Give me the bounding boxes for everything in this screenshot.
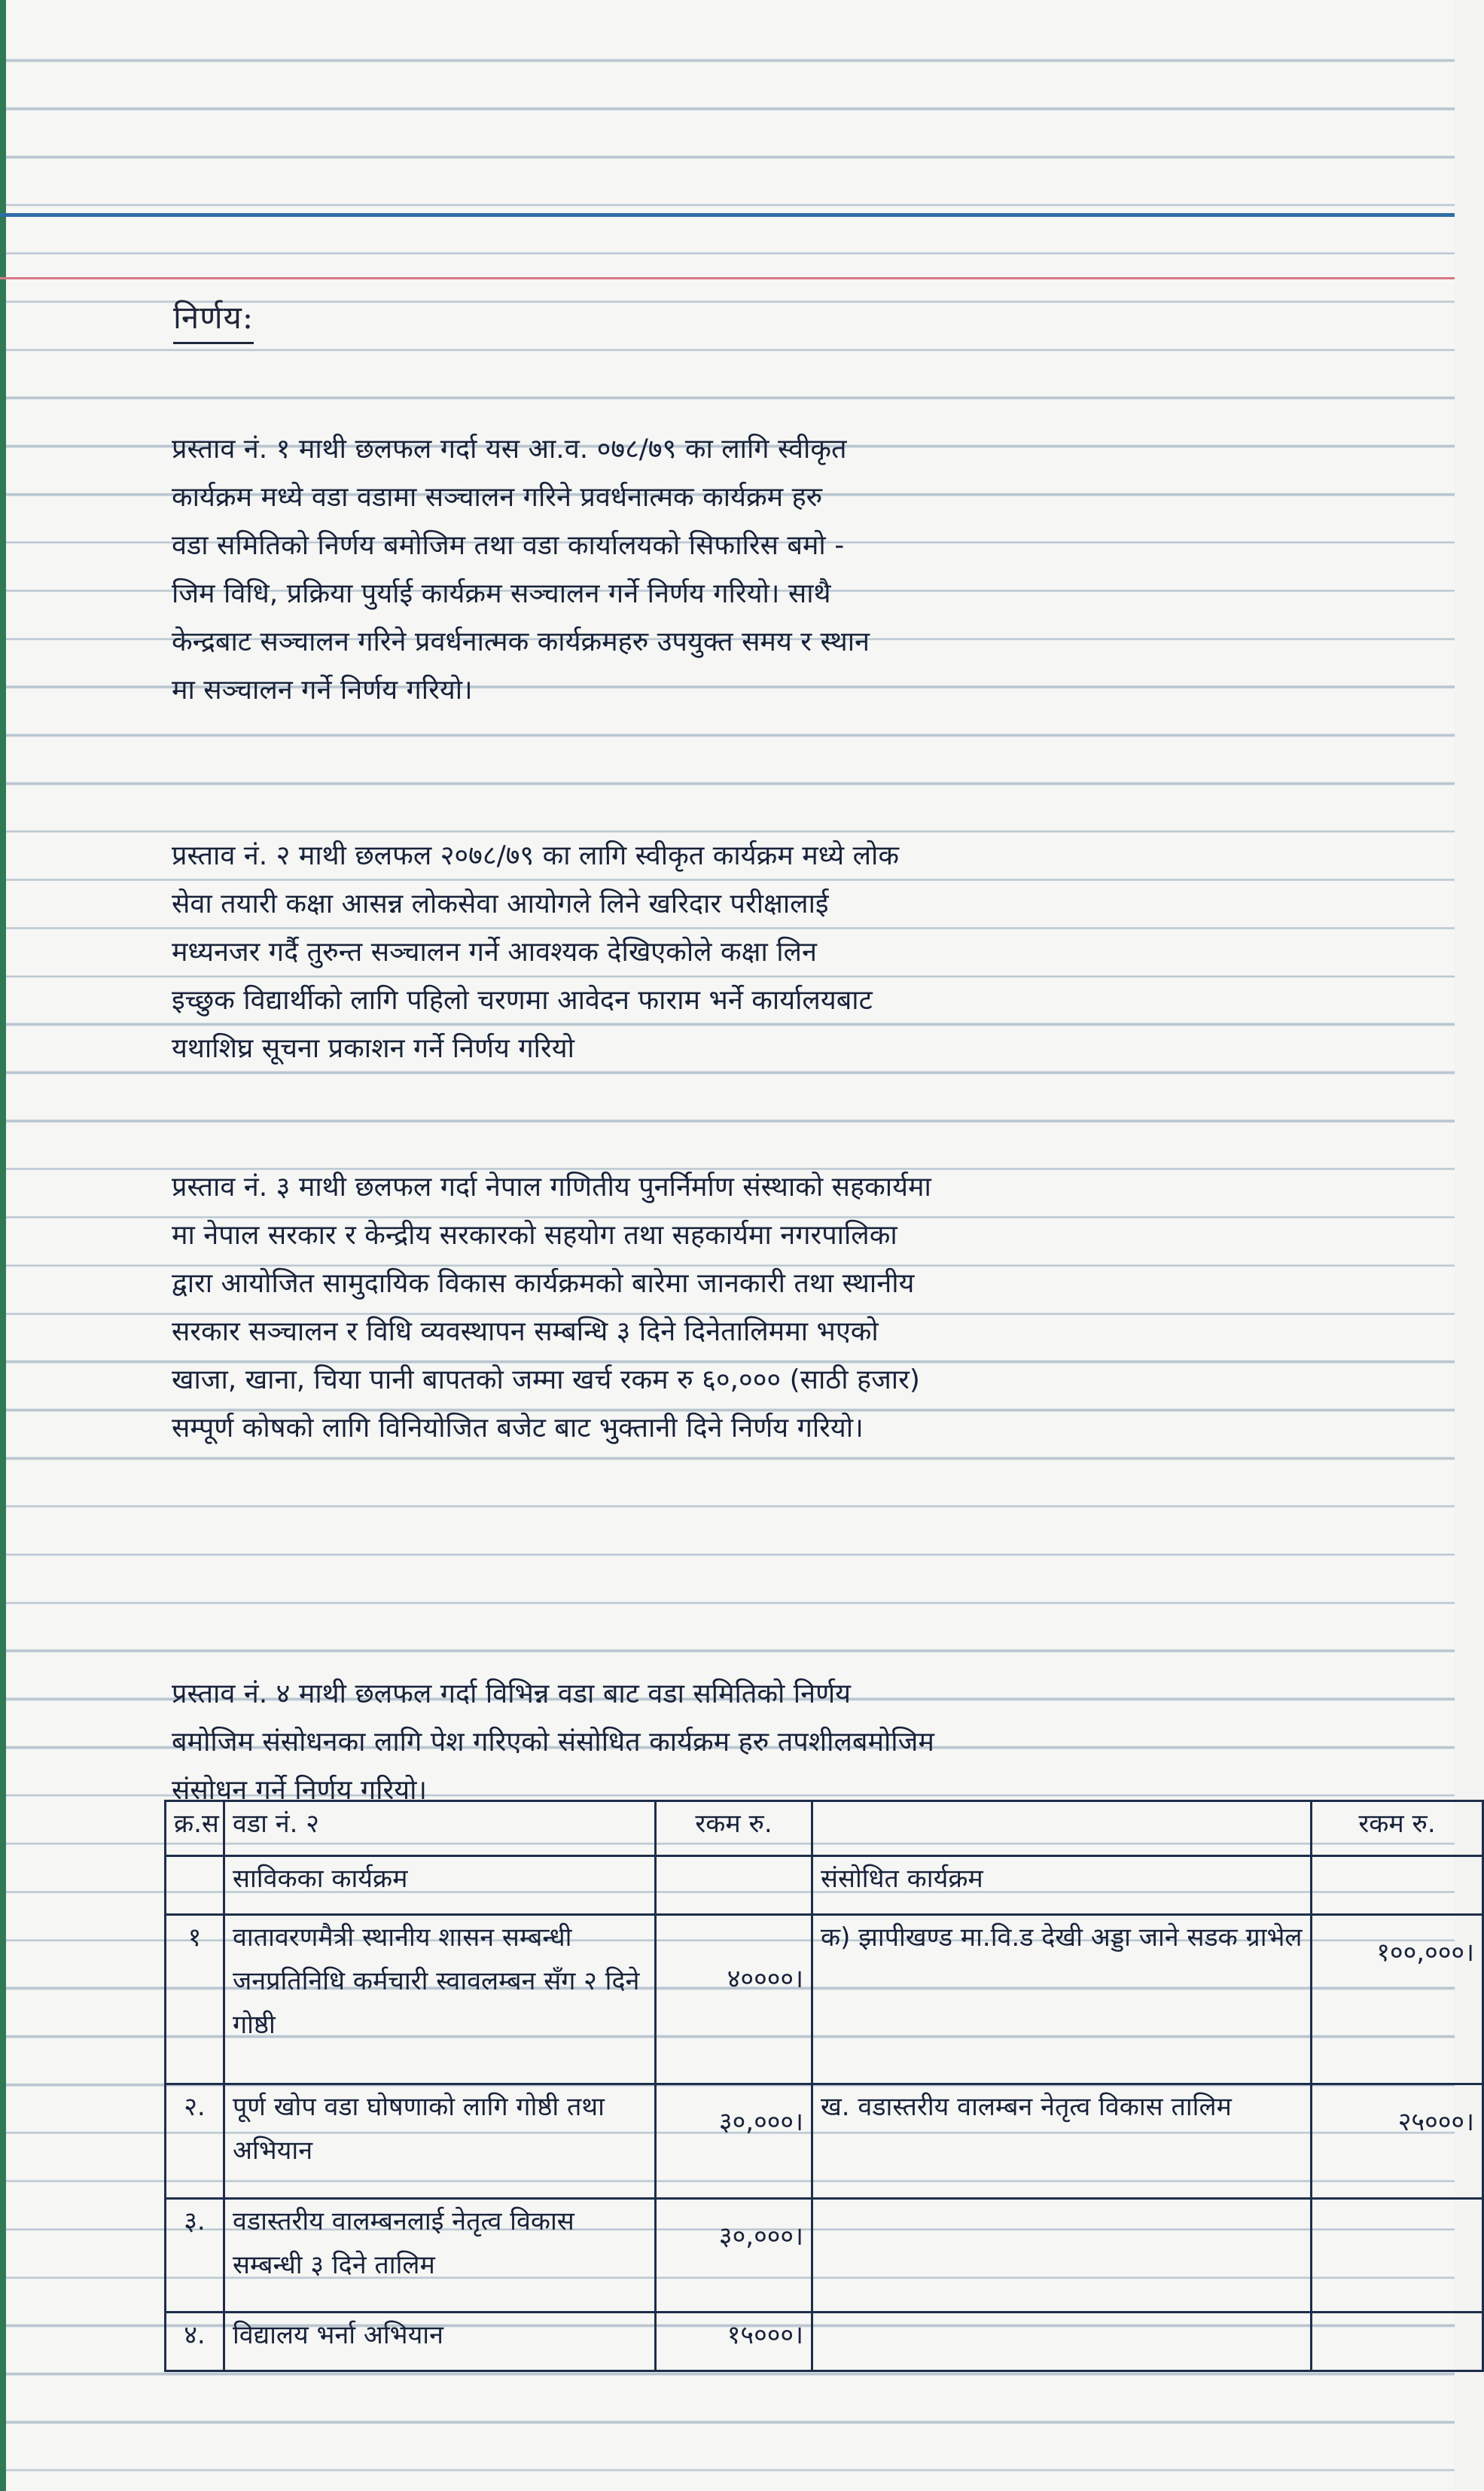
serial-number-header: क्र.स xyxy=(166,1801,224,1856)
new-amount xyxy=(1312,2313,1483,2371)
proposal-1-line-1: प्रस्ताव नं. १ माथी छलफल गर्दा यस आ.व. ०७८/७९ का लागि स्वीकृत xyxy=(172,434,847,465)
proposal-1-line-4: जिम विधि, प्रक्रिया पुर्याई कार्यक्रम सञ्चालन गर्ने निर्णय गरियो। साथै xyxy=(172,578,831,609)
left-paper-edge xyxy=(0,0,6,2491)
top-red-rule xyxy=(0,277,1455,279)
proposal-1-line-6: मा सञ्चालन गर्ने निर्णय गरियो। xyxy=(172,675,473,706)
proposal-2-line-2: सेवा तयारी कक्षा आसन्न लोकसेवा आयोगले लिने खरिदार परीक्षालाई xyxy=(172,889,829,919)
old-program: वातावरणमैत्री स्थानीय शासन सम्बन्धी जनप्रतिनिधि कर्मचारी स्वावलम्बन सँग २ दिने गोष्ठी xyxy=(224,1914,656,2084)
proposal-2-line-4: इच्छुक विद्यार्थीको लागि पहिलो चरणमा आवेदन फाराम भर्ने कार्यालयबाट xyxy=(172,985,873,1016)
new-program: ख. वडास्तरीय वालम्बन नेतृत्व विकास तालिम xyxy=(812,2084,1312,2199)
table-row xyxy=(166,1856,1483,1915)
proposal-1-text xyxy=(172,425,1406,715)
old-program: विद्यालय भर्ना अभियान xyxy=(224,2313,656,2371)
proposal-2-line-1: प्रस्ताव नं. २ माथी छलफल २०७८/७९ का लागि स्वीकृत कार्यक्रम मध्ये लोक xyxy=(172,840,899,871)
old-amount xyxy=(656,1914,812,2084)
old-amount-value: ३०,०००। xyxy=(718,2221,803,2252)
proposal-3-text xyxy=(172,1163,1406,1453)
proposal-3-line-2: मा नेपाल सरकार र केन्द्रीय सरकारको सहयोग तथा सहकार्यमा नगरपालिका xyxy=(172,1220,897,1251)
proposal-1-line-5: केन्द्रबाट सञ्चालन गरिने प्रवर्धनात्मक कार्यक्रमहरु उपयुक्त समय र स्थान xyxy=(172,627,870,657)
proposal-3-line-4: सरकार सञ्चालन र विधि व्यवस्थापन सम्बन्धि ३ दिने दिनेतालिममा भएको xyxy=(172,1316,879,1347)
old-amount-value: ४००००। xyxy=(727,1963,803,1994)
old-amount xyxy=(656,2084,812,2199)
old-program: वडास्तरीय वालम्बनलाई नेतृत्व विकास सम्बन्धी ३ दिने तालिम xyxy=(224,2198,656,2313)
proposal-4-line-3: संसोधन गर्ने निर्णय गरियो। xyxy=(172,1775,428,1806)
new-amount-header: रकम रु. xyxy=(1312,1801,1483,1856)
old-program: पूर्ण खोप वडा घोषणाको लागि गोष्ठी तथा अभियान xyxy=(224,2084,656,2199)
serial-number: २. xyxy=(166,2084,224,2199)
table-row xyxy=(166,2198,1483,2313)
decision-heading: निर्णय: xyxy=(173,295,254,338)
old-section-label: साविकका कार्यक्रम xyxy=(224,1856,656,1915)
old-amount-value: ३०,०००। xyxy=(718,2107,803,2138)
proposal-4-text xyxy=(172,1670,1406,1815)
new-amount-empty xyxy=(1312,1856,1483,1915)
serial-number: ४. xyxy=(166,2313,224,2371)
table-row xyxy=(166,2084,1483,2199)
new-amount xyxy=(1312,1914,1483,2084)
top-blue-rule xyxy=(0,213,1455,217)
proposal-3-line-6: सम्पूर्ण कोषको लागि विनियोजित बजेट बाट भुक्तानी दिने निर्णय गरियो। xyxy=(172,1413,864,1444)
revised-program-header xyxy=(812,1801,1312,1856)
proposal-2-line-3: मध्यनजर गर्दै तुरुन्त सञ्चालन गर्ने आवश्यक देखिएकोले कक्षा लिन xyxy=(172,937,817,968)
new-amount-value: २५०००। xyxy=(1397,2107,1474,2138)
proposal-4-line-1: प्रस्ताव नं. ४ माथी छलफल गर्दा विभिन्न वडा बाट वडा समितिको निर्णय xyxy=(172,1678,851,1709)
old-amount xyxy=(656,2313,812,2371)
proposal-3-line-3: द्वारा आयोजित सामुदायिक विकास कार्यक्रमको बारेमा जानकारी तथा स्थानीय xyxy=(172,1268,915,1299)
table-row xyxy=(166,1914,1483,2084)
old-amount-empty xyxy=(656,1856,812,1915)
new-program xyxy=(812,2198,1312,2313)
old-amount xyxy=(656,2198,812,2313)
old-amount-header: रकम रु. xyxy=(656,1801,812,1856)
new-section-label: संसोधित कार्यक्रम xyxy=(812,1856,1312,1915)
old-amount-value: १५०००। xyxy=(727,2320,803,2351)
proposal-2-text xyxy=(172,832,1406,1073)
new-amount xyxy=(1312,2198,1483,2313)
ward-header: वडा नं. २ xyxy=(224,1801,656,1856)
new-amount xyxy=(1312,2084,1483,2199)
serial-number: १ xyxy=(166,1914,224,2084)
proposal-3-line-1: प्रस्ताव नं. ३ माथी छलफल गर्दा नेपाल गणितीय पुनर्निर्माण संस्थाको सहकार्यमा xyxy=(172,1172,931,1203)
program-revision-table xyxy=(164,1800,1474,2372)
table-header-row xyxy=(166,1801,1483,1856)
serial-cell-empty xyxy=(166,1856,224,1915)
new-amount-value: १००,०००। xyxy=(1376,1937,1474,1968)
new-program: क) झापीखण्ड मा.वि.ड देखी अड्डा जाने सडक ग्राभेल xyxy=(812,1914,1312,2084)
proposal-1-line-2: कार्यक्रम मध्ये वडा वडामा सञ्चालन गरिने प्रवर्धनात्मक कार्यक्रम हरु xyxy=(172,482,823,513)
new-program xyxy=(812,2313,1312,2371)
proposal-3-line-5: खाजा, खाना, चिया पानी बापतको जम्मा खर्च रकम रु ६०,००० (साठी हजार) xyxy=(172,1364,920,1395)
proposal-2-line-5: यथाशिघ्र सूचना प्रकाशन गर्ने निर्णय गरियो xyxy=(172,1033,574,1064)
proposal-4-line-2: बमोजिम संसोधनका लागि पेश गरिएको संसोधित कार्यक्रम हरु तपशीलबमोजिम xyxy=(172,1727,934,1758)
serial-number: ३. xyxy=(166,2198,224,2313)
proposal-1-line-3: वडा समितिको निर्णय बमोजिम तथा वडा कार्यालयको सिफारिस बमो - xyxy=(172,530,845,561)
table-row xyxy=(166,2313,1483,2371)
